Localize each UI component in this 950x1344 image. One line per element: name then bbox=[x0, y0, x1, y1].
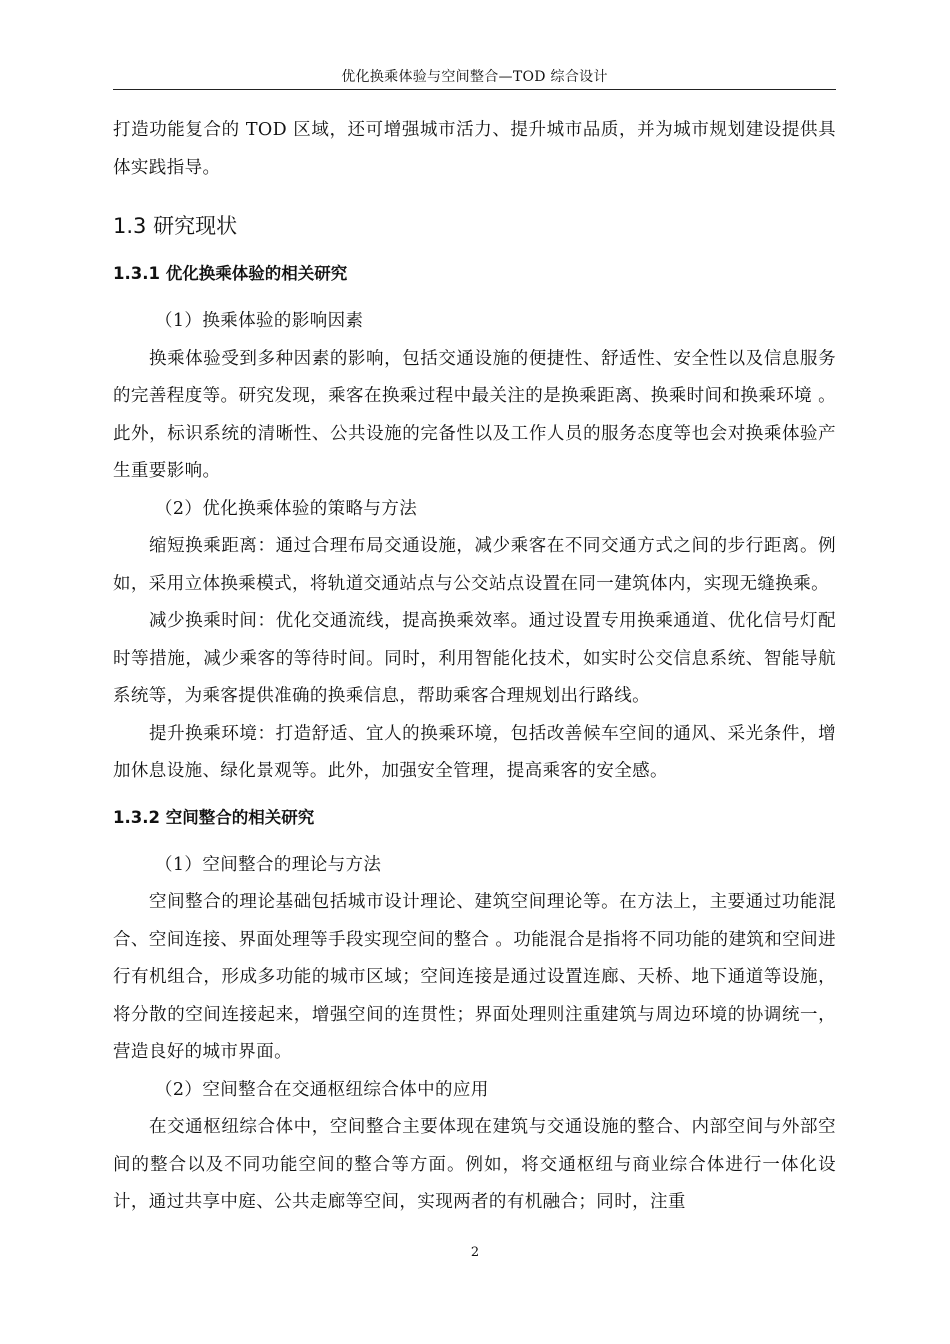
section-heading-1-3: 1.3 研究现状 bbox=[113, 214, 238, 238]
item-title-hub-application: （2）空间整合在交通枢纽综合体中的应用 bbox=[155, 1079, 489, 1100]
page-body bbox=[113, 112, 836, 1222]
intro-continuation-paragraph: 打造功能复合的 TOD 区域，还可增强城市活力、提升城市品质，并为城市规划建设提供具体实践指导。 bbox=[113, 120, 836, 178]
paragraph-reduce-time: 减少换乘时间：优化交通流线，提高换乘效率。通过设置专用换乘通道、优化信号灯配时等措施，减少乘客的等待时间。同时，利用智能化技术，如实时公交信息系统、智能导航系统等，为乘客提供准确的换乘信息，帮助乘客合理规划出行路线。 bbox=[113, 611, 836, 706]
running-header: 优化换乘体验与空间整合—TOD 综合设计 bbox=[113, 66, 836, 90]
paragraph-shorten-distance: 缩短换乘距离：通过合理布局交通设施，减少乘客在不同交通方式之间的步行距离。例如，采用立体换乘模式，将轨道交通站点与公交站点设置在同一建筑体内，实现无缝换乘。 bbox=[113, 536, 836, 594]
item-title-spatial-theory: （1）空间整合的理论与方法 bbox=[155, 854, 382, 875]
item-title-strategies: （2）优化换乘体验的策略与方法 bbox=[155, 498, 418, 519]
item-title-influencing-factors: （1）换乘体验的影响因素 bbox=[155, 311, 364, 331]
page-number: 2 bbox=[470, 1245, 480, 1260]
subsection-heading-1-3-1: 1.3.1 优化换乘体验的相关研究 bbox=[113, 264, 348, 283]
subsection-heading-1-3-2: 1.3.2 空间整合的相关研究 bbox=[113, 807, 315, 827]
paragraph-improve-environment: 提升换乘环境：打造舒适、宜人的换乘环境，包括改善候车空间的通风、采光条件，增加休息设施、绿化景观等。此外，加强安全管理，提高乘客的安全感。 bbox=[113, 723, 836, 781]
paragraph-spatial-theory: 空间整合的理论基础包括城市设计理论、建筑空间理论等。在方法上，主要通过功能混合、空间连接、界面处理等手段实现空间的整合 。功能混合是指将不同功能的建筑和空间进行有机组合，形成多功能的城市区域；空间连接是通过设置连廊、天桥、地下通道等设施，将分散的空间连接起来，增强空间的连贯性；界面处理则注重建筑与周边环境的协调统一，营造良好的城市界面。 bbox=[113, 892, 836, 1062]
paragraph-hub-application: 在交通枢纽综合体中，空间整合主要体现在建筑与交通设施的整合、内部空间与外部空间的整合以及不同功能空间的整合等方面。例如，将交通枢纽与商业综合体进行一体化设计，通过共享中庭、公共走廊等空间，实现两者的有机融合；同时，注重 bbox=[113, 1117, 836, 1212]
paragraph-influencing-factors: 换乘体验受到多种因素的影响，包括交通设施的便捷性、舒适性、安全性以及信息服务的完善程度等。研究发现，乘客在换乘过程中最关注的是换乘距离、换乘时间和换乘环境 。此外，标识系统的清晰性、公共设施的完备性以及工作人员的服务态度等也会对换乘体验产生重要影响。 bbox=[113, 348, 836, 481]
